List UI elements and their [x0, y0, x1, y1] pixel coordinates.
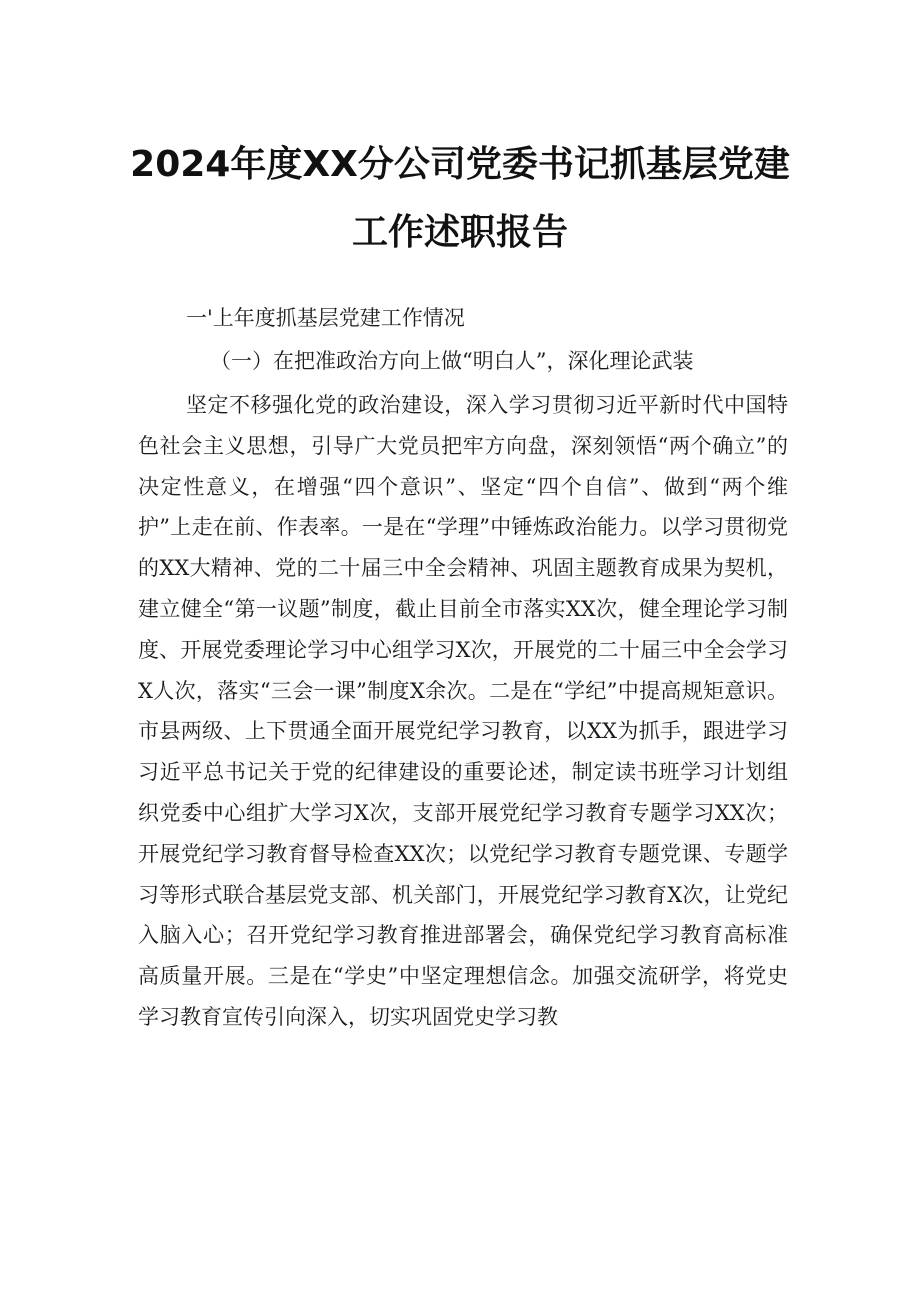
document-title-line-2: 工作述职报告 [351, 212, 568, 253]
section-heading: 一'上年度抓基层党建工作情况 [186, 306, 465, 330]
body-paragraph: 坚定不移强化党的政治建设，深入学习贯彻习近平新时代中国特色社会主义思想，引导广大党员把牢方向盘，深刻领悟“两个确立”的决定性意义，在增强“四个意识”、坚定“四个自信”、做到“两个维护”上走在前、作表率。一是在“学理”中锤炼政治能力。以学习贯彻党的XX大精神、党的二十届三中全会精神、巩固主题教育成果为契机，建立健全“第一议题”制度，截止目前全市落实XX次，健全理论学习制度、开展党委理论学习中心组学习X次，开展党的二十届三中全会学习X人次，落实“三会一课”制度X余次。二是在“学纪”中提高规矩意识。市县两级、上下贯通全面开展党纪学习教育，以XX为抓手，跟进学习习近平总书记关于党的纪律建设的重要论述，制定读书班学习计划组织党委中心组扩大学习X次，支部开展党纪学习教育专题学习XX次；开展党纪学习教育督导检查XX次；以党纪学习教育专题党课、专题学习等形式联合基层党支部、机关部门，开展党纪学习教育X次，让党纪入脑入心；召开党纪学习教育推进部署会，确保党纪学习教育高标准高质量开展。三是在“学史”中坚定理想信念。加强交流研学，将党史学习教育宣传引向深入，切实巩固党史学习教 [138, 393, 788, 1029]
subsection-heading: （一）在把准政治方向上做“明白人”，深化理论武装 [210, 349, 694, 373]
document-title-line-1: 2024年度XX分公司党委书记抓基层党建 [130, 144, 790, 185]
